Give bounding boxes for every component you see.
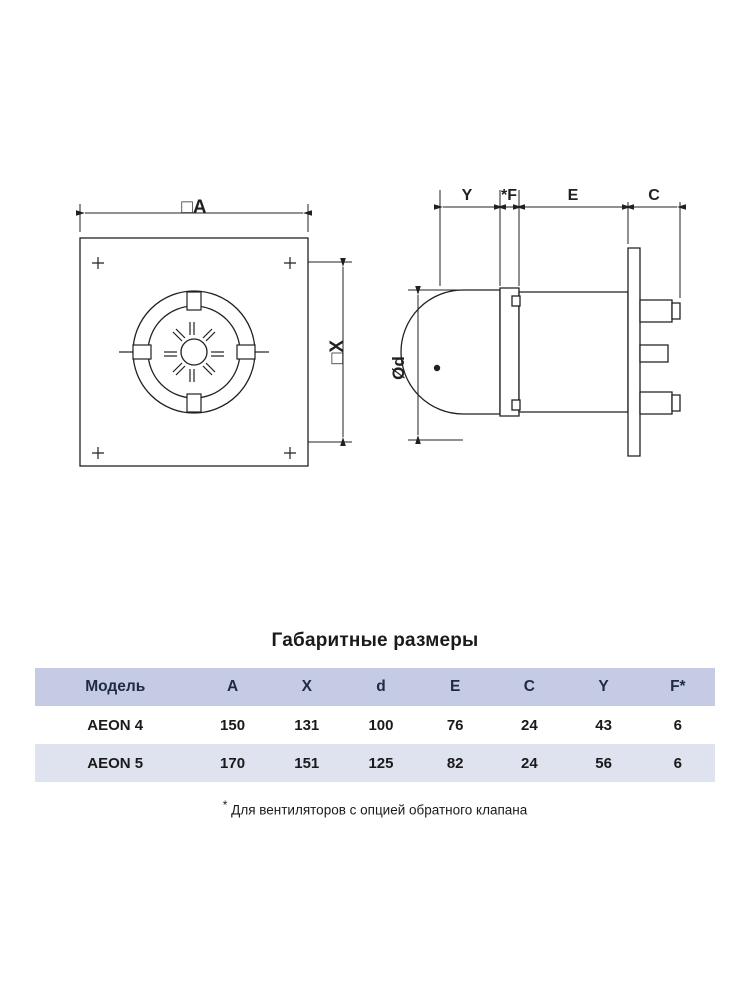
table-row (35, 706, 715, 744)
table-title: Габаритные размеры (271, 630, 479, 651)
label-e: E (567, 187, 579, 204)
side-view-spigot (640, 300, 680, 414)
label-y: Y (461, 187, 473, 204)
cell-a: 150 (220, 716, 246, 734)
cell-x: 151 (294, 754, 320, 772)
cell-y: 56 (595, 754, 612, 772)
cell-c: 24 (521, 716, 538, 734)
cell-a: 170 (220, 754, 246, 772)
label-f: *F (501, 187, 517, 204)
cell-model: AEON 4 (87, 716, 144, 734)
cell-x: 131 (294, 716, 320, 734)
cell-d: 100 (368, 716, 394, 734)
label-x: □X (327, 339, 348, 365)
footnote-text: Для вентиляторов с опцией обратного клапана (227, 802, 528, 818)
header-e: E (450, 678, 461, 695)
header-d: d (376, 678, 386, 695)
cell-f: 6 (673, 716, 683, 734)
table-header-row (35, 668, 715, 706)
cell-e: 76 (446, 716, 464, 734)
header-f: F* (670, 678, 686, 695)
header-x: X (301, 678, 312, 695)
cell-d: 125 (368, 754, 394, 772)
dimension-chain (440, 190, 680, 298)
table-row (35, 744, 715, 782)
cell-e: 82 (446, 754, 464, 772)
cell-c: 24 (521, 754, 538, 772)
cell-model: AEON 5 (87, 754, 144, 772)
side-view-body (401, 288, 628, 416)
header-model: Модель (85, 678, 146, 695)
table-footnote (0, 798, 750, 818)
label-d: Ød (389, 356, 408, 380)
dimensions-table (35, 668, 715, 782)
label-c: C (648, 187, 660, 204)
header-y: Y (598, 678, 609, 695)
side-view-flange (628, 248, 640, 456)
dimensions-table-section (0, 630, 750, 818)
cell-f: 6 (673, 754, 683, 772)
footnote-star: * (222, 798, 228, 812)
label-a: □A (181, 197, 207, 218)
header-c: C (523, 678, 535, 695)
header-a: A (226, 678, 239, 695)
cell-y: 43 (595, 716, 612, 734)
